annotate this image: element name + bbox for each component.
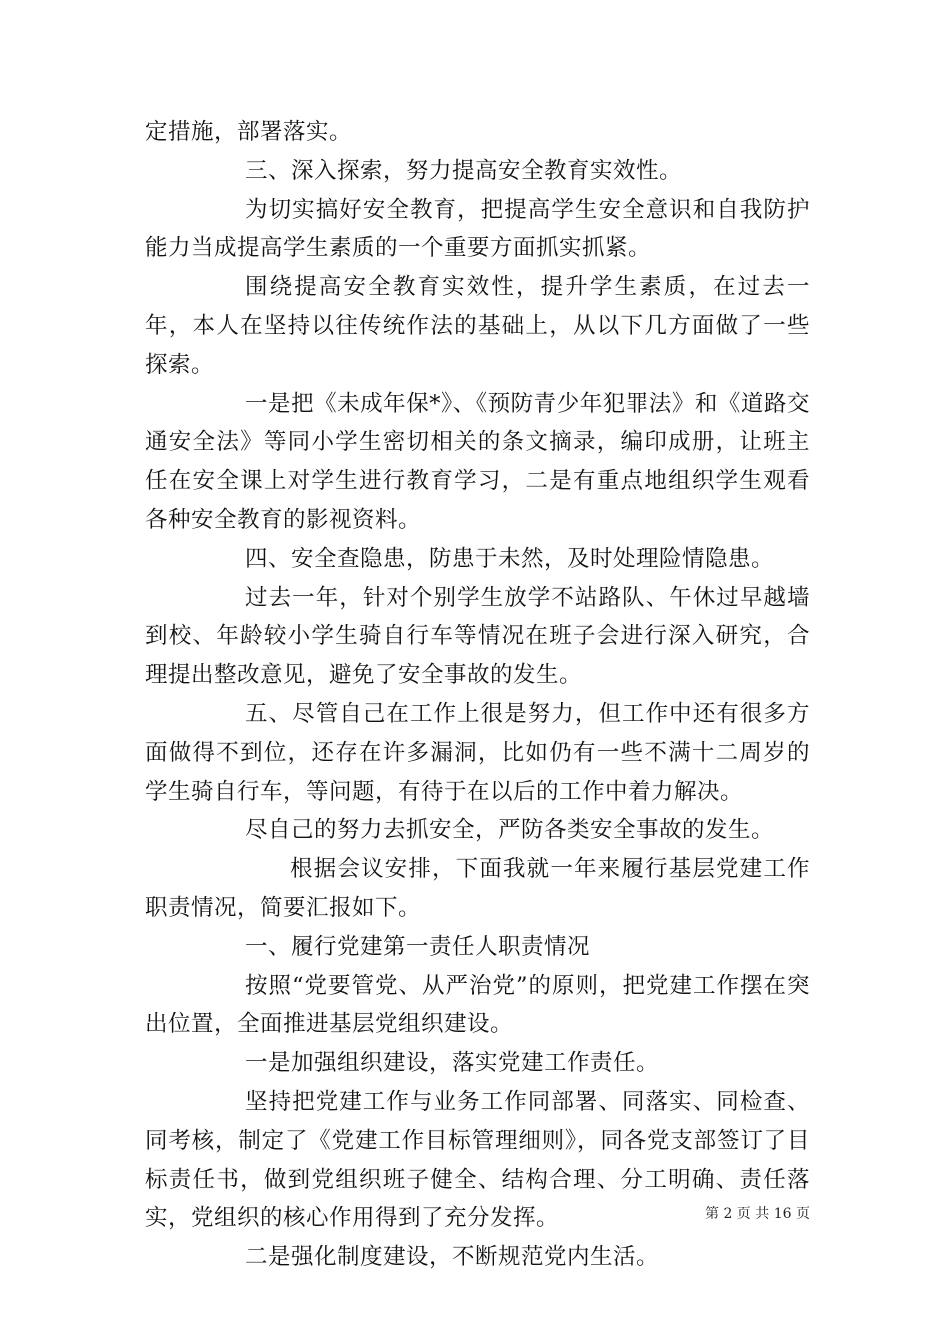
subheading: 一是加强组织建设，落实党建工作责任。 xyxy=(245,1050,660,1077)
section-heading-one: 一、履行党建第一责任人职责情况 xyxy=(245,933,591,960)
paragraph: 按照“党要管党、从严治党”的原则，把党建工作摆在突出位置，全面推进基层党组织建设。 xyxy=(145,972,810,1038)
page-number-text: 第 2 页 共 16 页 xyxy=(705,1206,810,1222)
subheading: 二是强化制度建设，不断规范党内生活。 xyxy=(245,1244,660,1271)
paragraph-continuation: 定措施，部署落实。 xyxy=(145,119,353,145)
section-heading-four: 四、安全查隐患，防患于未然，及时处理险情隐患。 xyxy=(245,545,775,572)
document-body xyxy=(145,113,810,1277)
paragraph: 根据会议安排，下面我就一年来履行基层党建工作职责情况，简要汇报如下。 xyxy=(145,856,810,921)
section-heading-five: 五、尽管自己在工作上很是努力，但工作中还有很多方面做得不到位，还存在许多漏洞，比如仍有一些不满十二周岁的学生骑自行车，等问题，有待于在以后的工作中着力解决。 xyxy=(145,700,810,805)
paragraph: 尽自己的努力去抓安全，严防各类安全事故的发生。 xyxy=(245,817,775,844)
paragraph: 一是把《未成年保*》、《预防青少年犯罪法》和《道路交通安全法》等同小学生密切相关的条文摘录，编印成册，让班主任在安全课上对学生进行教育学习，二是有重点地组织学生观看各种安全教育的影视资料。 xyxy=(145,390,810,533)
paragraph: 过去一年，针对个别学生放学不站路队、午休过早越墙到校、年龄较小学生骑自行车等情况在班子会进行深入研究，合理提出整改意见，避免了安全事故的发生。 xyxy=(145,584,810,689)
page-number-footer xyxy=(705,1203,810,1223)
paragraph: 围绕提高安全教育实效性，提升学生素质，在过去一年，本人在坚持以往传统作法的基础上，从以下几方面做了一些探索。 xyxy=(145,274,810,378)
section-heading-three: 三、深入探索，努力提高安全教育实效性。 xyxy=(245,157,683,184)
paragraph: 坚持把党建工作与业务工作同部署、同落实、同检查、同考核，制定了《党建工作目标管理细则》，同各党支部签订了目标责任书，做到党组织班子健全、结构合理、分工明确、责任落实，党组织的核心作用得到了充分发挥。 xyxy=(145,1088,810,1232)
paragraph: 为切实搞好安全教育，把提高学生安全意识和自我防护能力当成提高学生素质的一个重要方面抓实抓紧。 xyxy=(145,196,810,262)
